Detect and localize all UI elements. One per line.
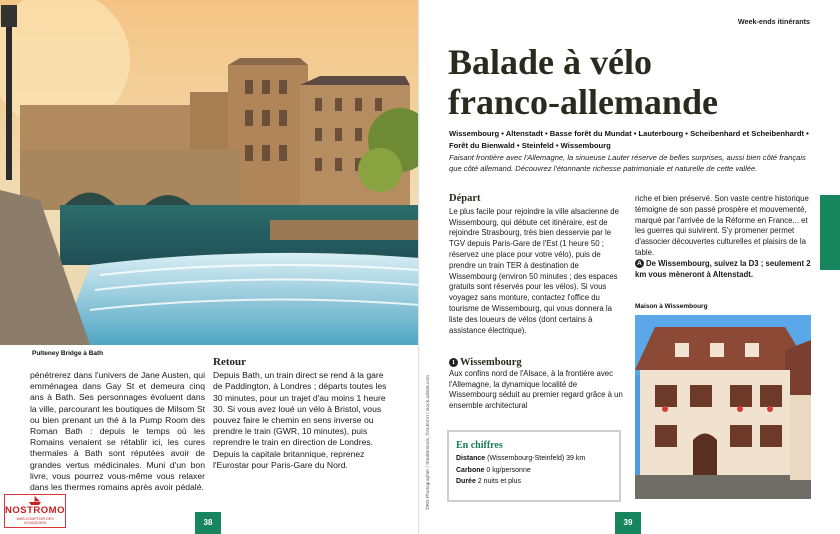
col2-text: riche et bien préservé. Son vaste centre historique témoigne de son passé prospère et mouvementé, marqué par l'arrivée de la Réforme en France... et les guerres qui suivirent. S'y promener permet d'associer découvertes culturelles et plaisirs de la table. [635, 194, 809, 257]
wissembourg-text: Aux confins nord de l'Alsace, à la frontière avec l'Allemagne, la dynamique localité de Wissembourg séduit au premier regard grâce à un ensemble architectural [449, 368, 623, 411]
page-number-right: 39 [615, 512, 641, 534]
depart-section [449, 194, 624, 336]
pulteney-bridge-photo [0, 0, 420, 345]
ship-icon [28, 496, 42, 505]
house-caption: Maison à Wissembourg [635, 303, 708, 310]
photo-credit: ©RG Photographer / Shutterstock, ©ALEXVI / stock.adobe.com [426, 374, 431, 510]
intro-text: Faisant frontière avec l'Allemagne, la sinueuse Lauter réserve de belles surprises, aussi bien côté français que côté allemand. Découvrez l'étonnante richesse patrimoniale et naturelle de cette vallée. [449, 153, 806, 173]
chiffres-row: Distance (Wissembourg-Steinfeld) 39 km [456, 455, 586, 462]
en-chiffres-title: En chiffres [456, 440, 503, 451]
stop-number-badge: 1 [449, 358, 458, 367]
page-number-left: 38 [195, 512, 221, 534]
wissembourg-title: Wissembourg [460, 357, 522, 368]
route-note [635, 259, 813, 281]
body-text-col1: pénétrerez dans l'univers de Jane Austen, qui emménagea dans Gay St et demeura cinq ans à Bath. Ses personnages évoluent dans la ville, parcourant les boutiques de Milsom St ou bien prenant un thé à la Pump Room des Roman Bath : depuis le temps où les Romains venaient se rétablir ici, les cures thermales à Bath sont réputées avoir de grandes vertus médicinales. Muni d'un bon livre, vous pourrez vous-même vous relaxer dans les thermes romains après avoir pédalé. [30, 370, 205, 493]
chiffres-row: Carbone 0 kg/personne [456, 466, 531, 474]
title-line-1: Balade à vélo [448, 42, 652, 82]
depart-text: Le plus facile pour rejoindre la ville alsacienne de Wissembourg, qui débute cet itinéraire, est de rejoindre Strasbourg, très bien desservie par le TGV depuis Paris-Gare de l'Est (1 heure 50 ; réservez une place pour votre vélo), puis de prendre un train TER à destination de Wissembourg (environ 50 minutes ; des espaces gratuits sont réservés pour les vélos). Si vous voyagez sans monture, contactez l'office du tourisme de Wissembourg, qui vous donnera la liste des loueurs de vélos (dont certains à assistance électrique). [449, 206, 619, 335]
body-text-col2 [635, 194, 813, 280]
route-note-badge: A [635, 259, 644, 268]
right-page [420, 0, 840, 534]
page-title [448, 42, 808, 122]
logo-name: NOSTROMO [5, 505, 65, 516]
logo-tagline: WEB-COMPTOIR DES VOYAGEURS [16, 517, 54, 525]
section-kicker: Week-ends itinérants [737, 17, 810, 26]
wissembourg-house-photo [635, 315, 811, 499]
wissembourg-section [449, 358, 624, 412]
section-tab [820, 195, 840, 270]
retour-text: Depuis Bath, un train direct se rend à la gare de Paddington, à Londres ; départs toutes les 30 minutes, pour un trajet d'au moins 1 heure 30. Si vous avez loué un vélo à Bristol, vous pouvez faire le chemin en sens inverse ou prendre le train (GWR, 10 minutes), puis reprendre le train en direction de Londres. Depuis la capitale britannique, reprenez l'Eurostar pour Paris-Gare du Nord. [213, 370, 387, 470]
retour-section [213, 357, 393, 471]
route-list: Wissembourg • Altenstadt • Basse forêt du Mundat • Lauterbourg • Scheibenhard et Scheibenhardt • Forêt du Bienwald • Steinfeld • Wissembourg [449, 129, 809, 150]
retour-heading: Retour [213, 356, 246, 368]
photo-caption: Pulteney Bridge à Bath [32, 350, 104, 357]
wissembourg-heading [449, 358, 624, 369]
title-line-2: franco-allemande [448, 82, 718, 122]
en-chiffres-box [447, 430, 621, 502]
nostromo-logo [4, 494, 66, 528]
depart-heading: Départ [449, 193, 481, 204]
route-note-text: De Wissembourg, suivez la D3 ; seulement 2 km vous mèneront à Altenstadt. [635, 258, 811, 279]
chiffres-row: Durée 2 nuits et plus [456, 478, 521, 485]
